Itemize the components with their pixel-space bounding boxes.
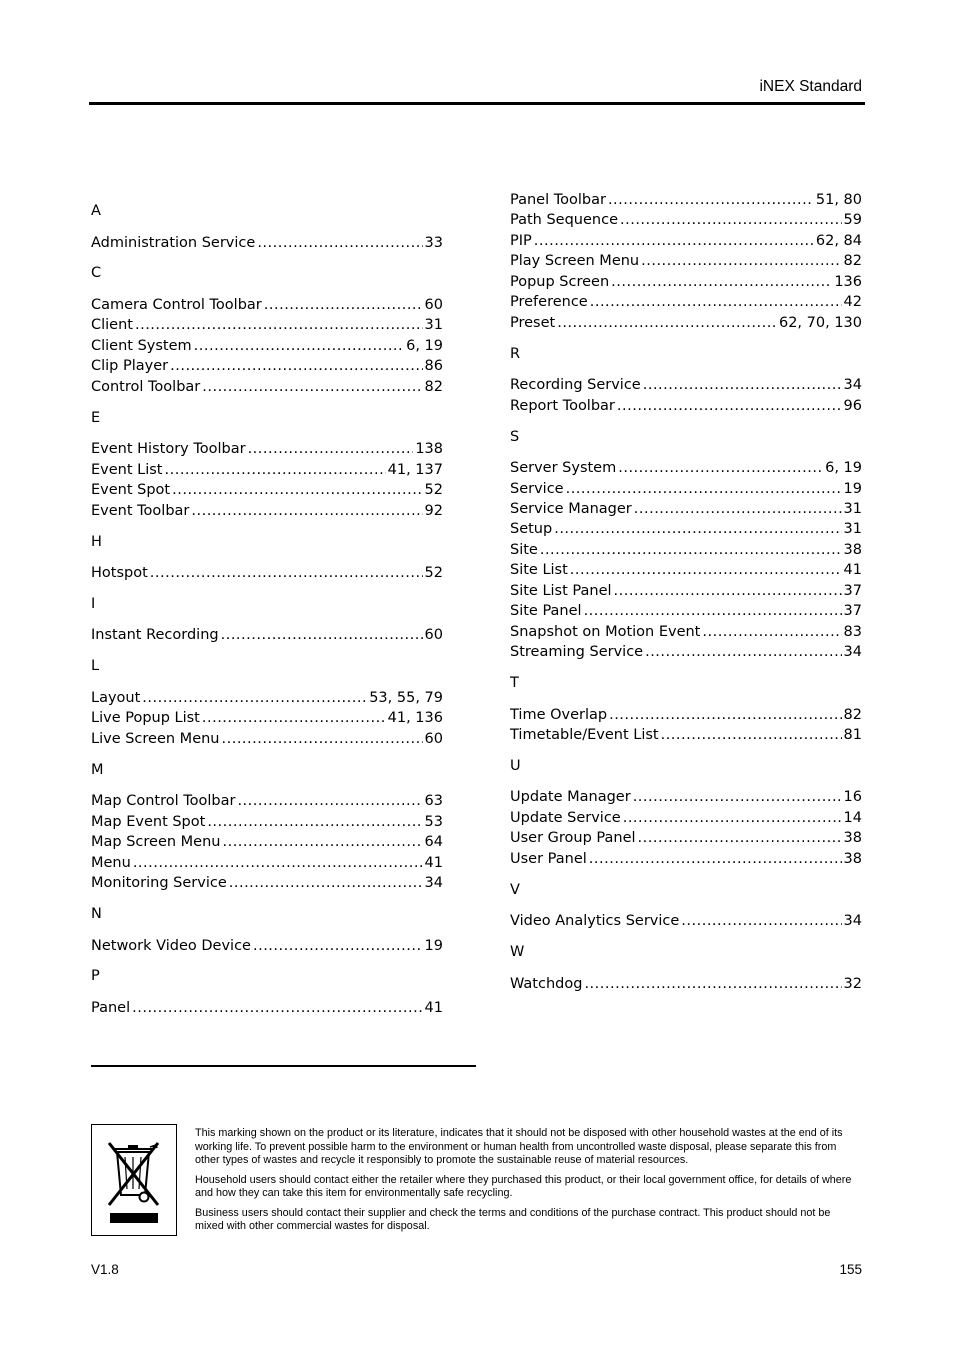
index-entry — [91, 936, 443, 956]
dot-leader — [554, 519, 841, 539]
index-entry — [510, 210, 862, 230]
index-term: Layout — [91, 689, 141, 706]
dot-leader — [620, 210, 842, 230]
weee-notice — [195, 1127, 861, 1240]
index-page-ref: 41 — [424, 999, 443, 1016]
index-letter-heading: C — [91, 265, 102, 282]
index-page-ref: 60 — [424, 730, 443, 747]
dot-leader — [681, 911, 841, 931]
index-page-ref: 31 — [843, 521, 862, 538]
index-page-ref: 38 — [843, 830, 862, 847]
index-page-ref: 60 — [424, 627, 443, 644]
index-term: Camera Control Toolbar — [91, 296, 262, 313]
index-term: Popup Screen — [510, 273, 610, 290]
index-letter-heading: L — [91, 658, 100, 675]
index-entry — [510, 725, 862, 745]
footnote-rule — [91, 1065, 476, 1067]
index-page-ref: 82 — [843, 253, 862, 270]
index-entry — [91, 853, 443, 873]
index-letter-heading: A — [91, 203, 101, 219]
index-page-ref: 62, 84 — [815, 232, 862, 249]
dot-leader — [645, 642, 841, 662]
index-term: Update Service — [510, 809, 621, 826]
index-letter-heading: P — [91, 968, 100, 985]
index-term: Recording Service — [510, 377, 641, 394]
index-entry — [510, 313, 862, 333]
dot-leader — [570, 560, 842, 580]
weee-paragraph: This marking shown on the product or its literature, indicates that it should not be disposed with other household wastes at the end of its working life. To prevent possible harm to the environment or human health from uncontrolled waste disposal, please separate this from other types of wastes and recycle it responsibly to promote the sustainable reuse of material resources. — [195, 1127, 843, 1166]
dot-leader — [623, 808, 842, 828]
index-page-ref: 37 — [843, 603, 862, 620]
index-entry — [91, 812, 443, 832]
index-page-ref: 34 — [843, 644, 862, 661]
dot-leader — [661, 725, 842, 745]
index-letter-heading: I — [91, 595, 96, 612]
index-page-ref: 38 — [843, 850, 862, 867]
index-page-ref: 86 — [424, 358, 443, 375]
dot-leader — [633, 787, 842, 807]
index-term: User Panel — [510, 850, 587, 867]
index-entry — [91, 336, 443, 356]
index-entry — [91, 688, 443, 708]
index-term: Site Panel — [510, 603, 582, 620]
index-page-ref: 60 — [424, 296, 443, 313]
index-page-ref: 62, 70, 130 — [778, 314, 862, 331]
index-page-ref: 41 — [424, 854, 443, 871]
index-entry — [510, 519, 862, 539]
index-entry — [510, 560, 862, 580]
index-letter-heading: T — [510, 675, 519, 692]
index-page-ref: 51, 80 — [815, 192, 862, 208]
index-term: Administration Service — [91, 234, 256, 251]
index-page-ref: 38 — [843, 541, 862, 558]
dot-leader — [611, 272, 832, 292]
index-page-ref: 34 — [843, 913, 862, 930]
index-entry — [510, 375, 862, 395]
index-page-ref: 63 — [424, 793, 443, 810]
index-entry — [510, 849, 862, 869]
index-page-ref: 6, 19 — [406, 337, 443, 354]
index-page-ref: 42 — [843, 294, 862, 311]
dot-leader — [202, 377, 422, 397]
index-page-ref: 82 — [843, 706, 862, 723]
page-number: 155 — [839, 1262, 862, 1277]
dot-leader — [609, 705, 841, 725]
dot-leader — [191, 501, 422, 521]
index-term: Video Analytics Service — [510, 913, 680, 930]
index-page-ref: 16 — [843, 789, 862, 806]
index-term: Timetable/Event List — [510, 727, 659, 743]
index-entry — [510, 231, 862, 251]
index-entry — [510, 828, 862, 848]
index-page-ref: 59 — [843, 212, 862, 229]
index-page-ref: 52 — [424, 482, 443, 499]
weee-paragraph: Business users should contact their supplier and check the terms and conditions of the purchase contract. This product should not be mixed with other commercial wastes for disposal. — [195, 1206, 831, 1232]
index-letter-heading: R — [510, 345, 521, 362]
index-page-ref: 52 — [424, 565, 443, 581]
index-term: Network Video Device — [91, 937, 251, 954]
index-term: Hotspot — [91, 565, 148, 581]
dot-leader — [221, 625, 423, 645]
index-entry — [91, 439, 443, 459]
index-entry — [91, 233, 443, 253]
dot-leader — [589, 849, 842, 869]
dot-leader — [641, 251, 841, 271]
index-page-ref: 41 — [843, 562, 862, 579]
dot-leader — [618, 458, 823, 478]
dot-leader — [150, 563, 423, 583]
dot-leader — [584, 974, 841, 994]
dot-leader — [540, 540, 842, 560]
index-page-ref: 31 — [843, 500, 862, 517]
index-term: PIP — [510, 232, 532, 249]
index-entry — [91, 356, 443, 376]
index-letter-heading: U — [510, 757, 521, 774]
index-entry — [510, 499, 862, 519]
header-title: iNEX Standard — [759, 78, 862, 95]
dot-leader — [194, 336, 404, 356]
index-entry — [510, 292, 862, 312]
index-term: Instant Recording — [91, 627, 219, 644]
dot-leader — [702, 622, 841, 642]
index-entry — [91, 708, 443, 728]
index-term: Service — [510, 480, 564, 497]
index-entry — [91, 501, 443, 521]
dot-leader — [170, 356, 422, 376]
dot-leader — [229, 873, 423, 893]
index-entry — [91, 873, 443, 893]
header-rule — [89, 102, 865, 105]
index-term: User Group Panel — [510, 830, 636, 847]
dot-leader — [584, 601, 842, 621]
weee-paragraph: Household users should contact either the retailer where they purchased this product, or their local government office, for details of where and how they can take this item for environmentally safe recycling. — [195, 1173, 852, 1199]
index-page-ref: 96 — [843, 397, 862, 414]
index-term: Control Toolbar — [91, 378, 201, 395]
index-page-ref: 41, 136 — [387, 710, 443, 727]
index-page-ref: 34 — [843, 377, 862, 394]
dot-leader — [643, 375, 842, 395]
index-term: Map Event Spot — [91, 813, 206, 830]
dot-leader — [257, 233, 422, 253]
index-page-ref: 14 — [843, 809, 862, 826]
document-version: V1.8 — [91, 1262, 119, 1277]
index-term: Preference — [510, 294, 588, 311]
index-term: Server System — [510, 460, 617, 477]
index-term: Monitoring Service — [91, 875, 227, 892]
index-term: Service Manager — [510, 500, 632, 517]
index-term: Event Toolbar — [91, 502, 190, 519]
index-letter-heading: V — [510, 881, 520, 898]
dot-leader — [207, 812, 422, 832]
dot-leader — [222, 832, 422, 852]
index-page-ref: 37 — [843, 582, 862, 599]
index-term: Watchdog — [510, 975, 583, 992]
index-entry — [510, 705, 862, 725]
index-entry — [510, 622, 862, 642]
dot-leader — [165, 460, 386, 480]
index-entry — [91, 315, 443, 335]
index-page-ref: 41, 137 — [387, 461, 443, 478]
dot-leader — [614, 581, 842, 601]
index-term: Event List — [91, 461, 163, 478]
index-entry — [91, 998, 443, 1018]
index-term: Snapshot on Motion Event — [510, 623, 701, 640]
dot-leader — [248, 439, 414, 459]
index-entry — [91, 791, 443, 811]
index-entry — [510, 190, 862, 210]
dot-leader — [202, 708, 386, 728]
index-entry — [91, 295, 443, 315]
index-letter-heading: N — [91, 906, 102, 922]
index-term: Event History Toolbar — [91, 441, 246, 458]
index-page-ref: 19 — [424, 937, 443, 954]
index-letter-heading: S — [510, 428, 520, 445]
index-term: Clip Player — [91, 358, 169, 375]
index-page-ref: 83 — [843, 623, 862, 640]
index-entry — [510, 479, 862, 499]
index-page-ref: 34 — [424, 875, 443, 892]
dot-leader — [132, 998, 422, 1018]
dot-leader — [534, 231, 814, 251]
index-term: Menu — [91, 854, 131, 871]
index-term: Map Screen Menu — [91, 834, 221, 851]
index-letter-heading: H — [91, 533, 102, 550]
index-page-ref: 136 — [834, 273, 862, 290]
index-entry — [91, 729, 443, 749]
index-entry — [510, 911, 862, 931]
index-entry — [510, 581, 862, 601]
index-page-ref: 92 — [424, 502, 443, 519]
dot-leader — [264, 295, 423, 315]
index-page-ref: 64 — [424, 834, 443, 851]
index-term: Play Screen Menu — [510, 253, 640, 270]
index-entry — [91, 832, 443, 852]
index-term: Path Sequence — [510, 212, 618, 229]
dot-leader — [222, 729, 423, 749]
index-letter-heading: E — [91, 409, 101, 426]
dot-leader — [638, 828, 842, 848]
index-page-ref: 81 — [843, 727, 862, 743]
index-term: Site List Panel — [510, 582, 612, 599]
index-entry — [91, 563, 443, 583]
dot-leader — [608, 190, 814, 210]
index-entry — [91, 377, 443, 397]
index-term: Client System — [91, 337, 192, 354]
index-page-ref: 19 — [843, 480, 862, 497]
dot-leader — [142, 688, 367, 708]
dot-leader — [557, 313, 777, 333]
index-entry — [510, 272, 862, 292]
index-entry — [510, 787, 862, 807]
index-page-ref: 31 — [424, 317, 443, 334]
index-term: Live Popup List — [91, 710, 200, 727]
index-entry — [510, 642, 862, 662]
index-entry — [510, 396, 862, 416]
index-term: Live Screen Menu — [91, 730, 220, 747]
dot-leader — [135, 315, 423, 335]
index-term: Map Control Toolbar — [91, 793, 236, 810]
index-page-ref: 53 — [424, 813, 443, 830]
index-page-ref: 53, 55, 79 — [369, 689, 443, 706]
index-term: Event Spot — [91, 482, 171, 499]
dot-leader — [172, 480, 422, 500]
index-letter-heading: W — [510, 944, 525, 961]
index-term: Panel — [91, 999, 131, 1016]
dot-leader — [253, 936, 423, 956]
dot-leader — [634, 499, 842, 519]
dot-leader — [566, 479, 842, 499]
index-term: Report Toolbar — [510, 397, 615, 414]
index-term: Panel Toolbar — [510, 192, 606, 208]
index-term: Setup — [510, 521, 553, 538]
index-entry — [91, 480, 443, 500]
index-entry — [510, 458, 862, 478]
index-term: Update Manager — [510, 789, 631, 806]
index-entry — [510, 808, 862, 828]
index-letter-heading: M — [91, 761, 104, 778]
index-term: Site — [510, 541, 538, 558]
index-term: Time Overlap — [510, 706, 608, 723]
index-term: Client — [91, 317, 133, 334]
index-entry — [510, 540, 862, 560]
weee-symbol-box — [91, 1124, 177, 1236]
index-entry — [91, 625, 443, 645]
index-entry — [510, 251, 862, 271]
index-page-ref: 6, 19 — [825, 460, 862, 477]
index-page-ref: 82 — [424, 378, 443, 395]
index-page-ref: 32 — [843, 975, 862, 992]
index-term: Streaming Service — [510, 644, 644, 661]
index-page-ref: 33 — [424, 234, 443, 251]
dot-leader — [590, 292, 842, 312]
index-entry — [91, 460, 443, 480]
dot-leader — [133, 853, 423, 873]
index-page-ref: 138 — [415, 441, 443, 458]
crossed-out-wheelie-bin-icon — [100, 1133, 168, 1229]
index-term: Site List — [510, 562, 568, 579]
index-entry — [510, 601, 862, 621]
index-term: Preset — [510, 314, 556, 331]
dot-leader — [617, 396, 842, 416]
index-entry — [510, 974, 862, 994]
dot-leader — [237, 791, 422, 811]
